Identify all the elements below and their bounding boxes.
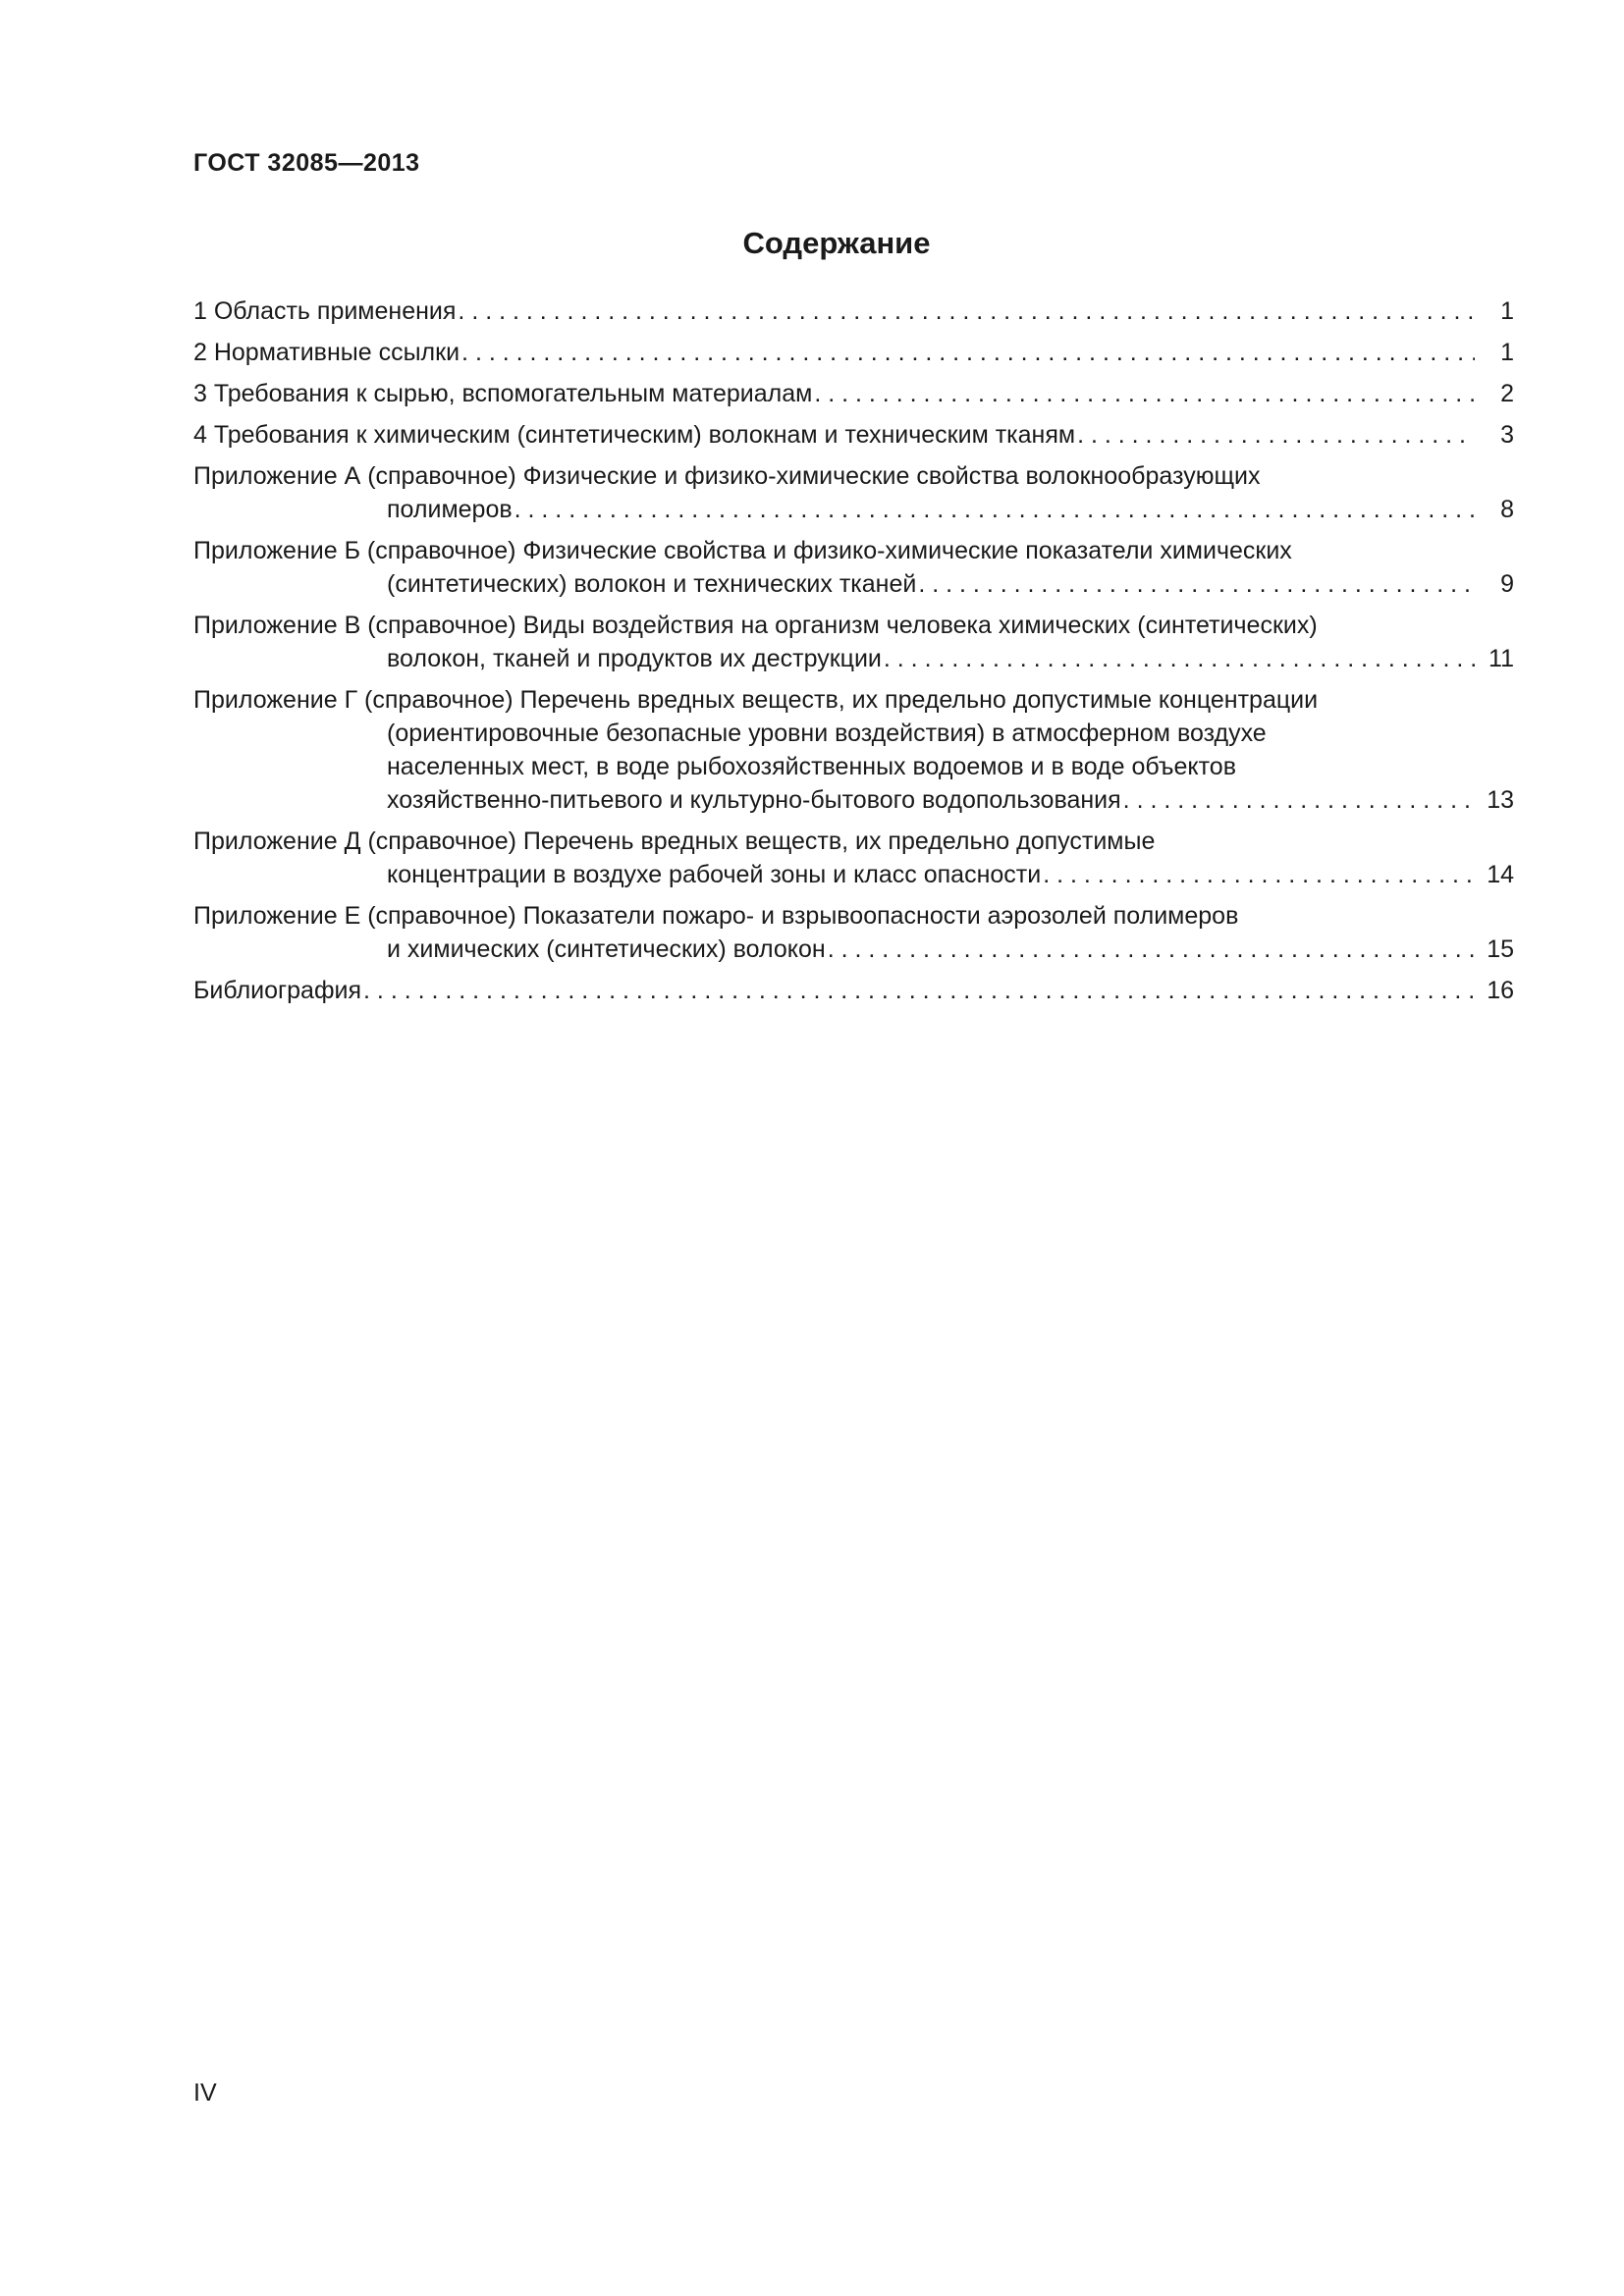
- toc-entry[interactable]: [193, 609, 1514, 675]
- toc-entry-text: Приложение Е (справочное) Показатели пожаро- и взрывоопасности аэрозолей полимеров: [193, 902, 1239, 930]
- toc-entry[interactable]: [193, 825, 1514, 891]
- toc-entry-text: волокон, тканей и продуктов их деструкции: [387, 645, 882, 672]
- toc-page-number: 14: [1487, 861, 1514, 888]
- toc-leader-dots: [1123, 783, 1475, 817]
- toc-title: Содержание: [742, 226, 931, 260]
- toc-page-number: 2: [1500, 380, 1514, 407]
- toc-entry[interactable]: [193, 899, 1514, 966]
- toc-page-number: 3: [1500, 421, 1514, 449]
- toc-page-number: 11: [1489, 645, 1514, 672]
- toc-leader-dots: [363, 974, 1475, 1007]
- toc-entry[interactable]: [193, 377, 1514, 410]
- toc-leader-dots: [1077, 418, 1475, 452]
- toc-entry-text: (синтетических) волокон и технических тканей: [387, 570, 917, 598]
- toc-entry[interactable]: [193, 459, 1514, 526]
- toc-page-number: 1: [1500, 297, 1514, 325]
- toc-entry[interactable]: [193, 534, 1514, 601]
- page-number: IV: [193, 2079, 217, 2107]
- toc-leader-dots: [918, 567, 1475, 601]
- toc-page-number: 15: [1487, 935, 1514, 963]
- toc-page-number: 9: [1500, 570, 1514, 598]
- toc-leader-dots: [884, 642, 1475, 675]
- toc-entry-text: 3 Требования к сырью, вспомогательным материалам: [193, 380, 813, 407]
- toc-entry-text: хозяйственно-питьевого и культурно-бытового водопользования: [387, 786, 1121, 814]
- toc-entry-text: Библиография: [193, 977, 362, 1004]
- toc-page-number: 8: [1500, 496, 1514, 523]
- toc-entry-text: Приложение В (справочное) Виды воздействия на организм человека химических (синтетических): [193, 612, 1318, 639]
- toc-page-number: 1: [1500, 339, 1514, 366]
- toc-entry-text: 4 Требования к химическим (синтетическим) волокнам и техническим тканям: [193, 421, 1076, 449]
- toc-page-number: 16: [1487, 977, 1514, 1004]
- toc-entry[interactable]: [193, 974, 1514, 1007]
- toc-entry[interactable]: [193, 418, 1514, 452]
- toc-entry-text: концентрации в воздухе рабочей зоны и класс опасности: [387, 861, 1042, 888]
- toc-entry-text: Приложение Д (справочное) Перечень вредных веществ, их предельно допустимые: [193, 828, 1156, 855]
- toc-leader-dots: [814, 377, 1475, 410]
- toc-entry-text: Приложение Б (справочное) Физические свойства и физико-химические показатели химических: [193, 537, 1292, 564]
- toc-entry-text: и химических (синтетических) волокон: [387, 935, 826, 963]
- toc-entry[interactable]: [193, 336, 1514, 369]
- toc-entry-text: Приложение А (справочное) Физические и физико-химические свойства волокнообразующих: [193, 462, 1261, 490]
- toc-entry[interactable]: [193, 683, 1514, 817]
- toc-entry-text: 1 Область применения: [193, 297, 457, 325]
- toc-leader-dots: [1043, 858, 1475, 891]
- toc-entry-text: населенных мест, в воде рыбохозяйственных водоемов и в воде объектов: [387, 753, 1236, 780]
- toc-entry-text: 2 Нормативные ссылки: [193, 339, 460, 366]
- toc-entry-text: Приложение Г (справочное) Перечень вредных веществ, их предельно допустимые концентрации: [193, 686, 1319, 714]
- document-code: ГОСТ 32085—2013: [193, 149, 420, 177]
- table-of-contents: [193, 294, 1514, 1015]
- toc-entry-text: (ориентировочные безопасные уровни воздействия) в атмосферном воздухе: [387, 720, 1267, 747]
- toc-leader-dots: [514, 493, 1475, 526]
- toc-leader-dots: [828, 933, 1475, 966]
- toc-leader-dots: [461, 336, 1475, 369]
- toc-leader-dots: [458, 294, 1475, 328]
- toc-entry-text: полимеров: [387, 496, 513, 523]
- toc-entry[interactable]: [193, 294, 1514, 328]
- toc-page-number: 13: [1487, 786, 1514, 814]
